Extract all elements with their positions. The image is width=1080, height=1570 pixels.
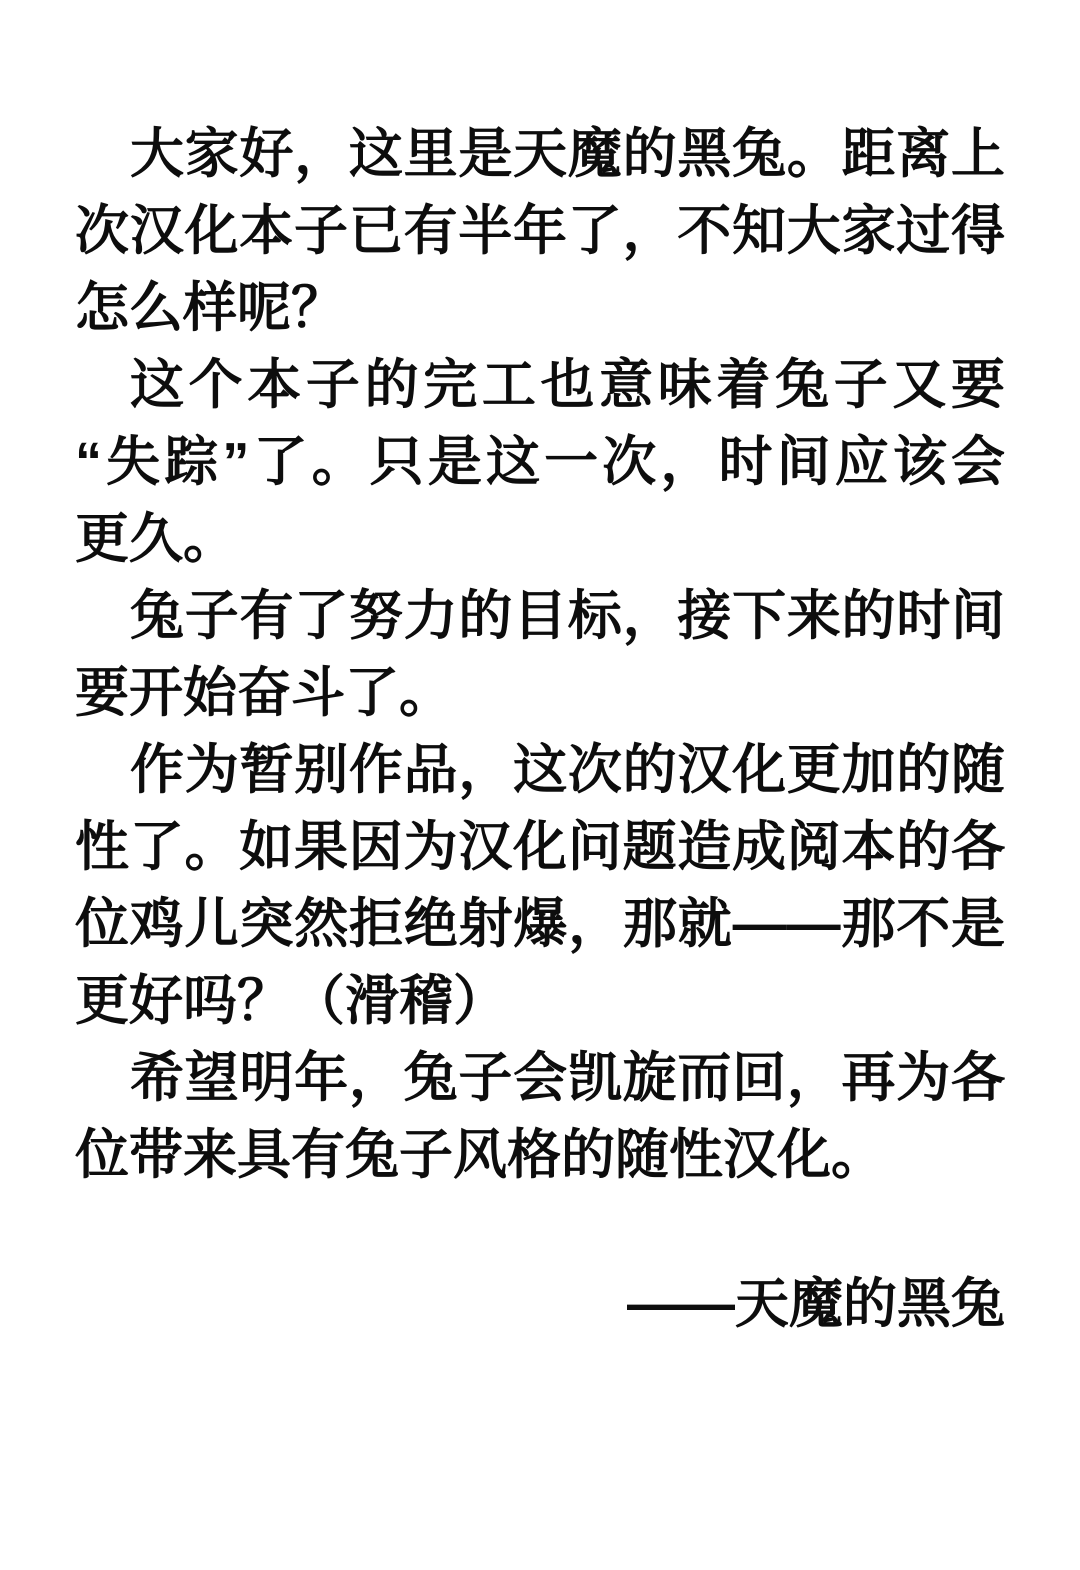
- paragraph-farewell: [75, 1040, 1005, 1194]
- text-line: 要开始奋斗了。: [75, 663, 453, 723]
- signature-line: ——天魔的黑兔: [627, 1274, 1005, 1334]
- translator-note: [75, 116, 1005, 1343]
- text-line: 性了。如果因为汉化问题造成阅本的各: [75, 817, 1005, 877]
- text-line: 大家好，这里是天魔的黑兔。距离上: [130, 124, 1005, 184]
- text-line: 更久。: [75, 509, 237, 569]
- text-line: 次汉化本子已有半年了，不知大家过得: [75, 201, 1005, 261]
- text-line: 作为暂别作品，这次的汉化更加的随: [130, 740, 1005, 800]
- text-line: 更好吗？（滑稽）: [75, 971, 507, 1031]
- text-line: 希望明年，兔子会凯旋而回，再为各: [130, 1048, 1005, 1108]
- text-line: 位带来具有兔子风格的随性汉化。: [75, 1125, 885, 1185]
- paragraph-goal: [75, 578, 1005, 732]
- text-line: 位鸡儿突然拒绝射爆，那就——那不是: [75, 894, 1005, 954]
- paragraph-casual-work: [75, 732, 1005, 1040]
- text-line: 怎么样呢？: [75, 278, 345, 338]
- paragraph-greeting: [75, 116, 1005, 347]
- paragraph-disappear: [75, 347, 1005, 578]
- text-line: 这个本子的完工也意味着兔子又要: [130, 355, 1005, 415]
- text-line: “失踪”了。只是这一次，时间应该会: [75, 432, 1005, 492]
- text-line: 兔子有了努力的目标，接下来的时间: [130, 586, 1005, 646]
